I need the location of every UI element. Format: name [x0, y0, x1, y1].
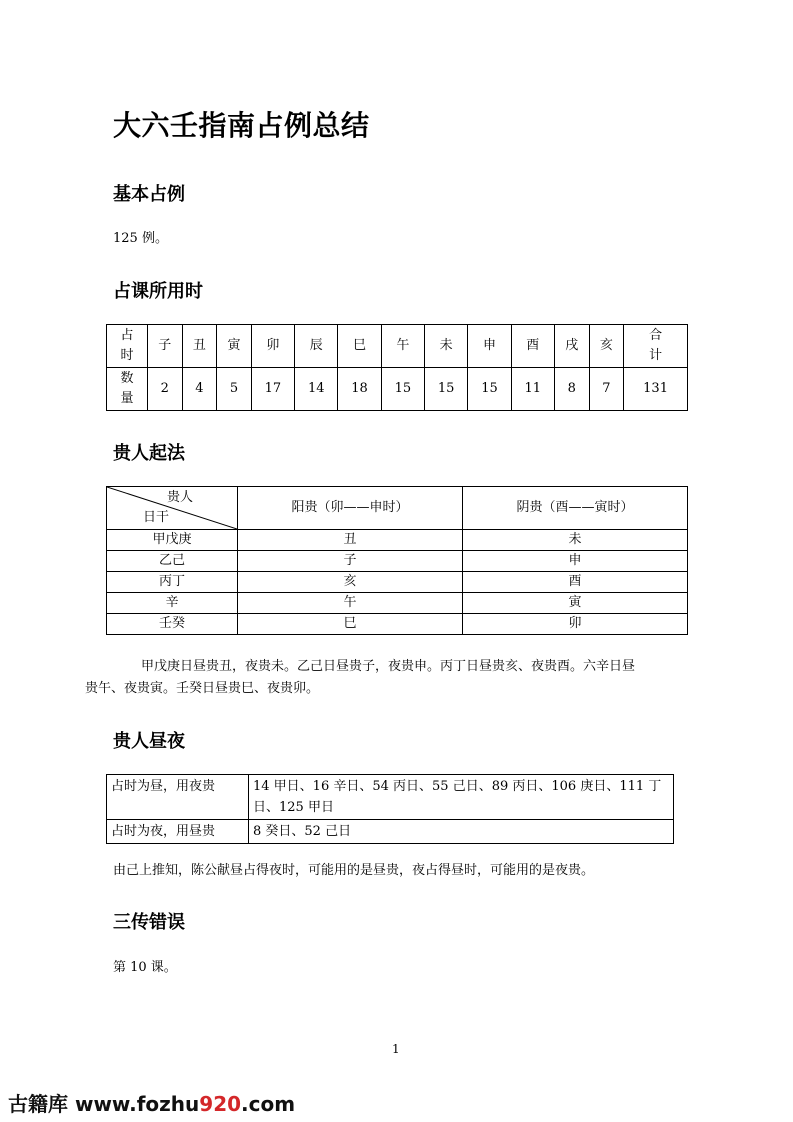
noble-yang-cell: 巳: [238, 614, 463, 635]
time-count-cell: 15: [425, 368, 468, 411]
column-header-yang: 阳贵（卯——申时）: [238, 487, 463, 530]
daynight-value-cell: 8 癸日、52 己日: [249, 820, 674, 844]
noble-paragraph-line2: 贵午、夜贵寅。壬癸日昼贵巳、夜贵卯。: [85, 681, 320, 696]
noble-yang-cell: 亥: [238, 572, 463, 593]
table-row: [107, 593, 688, 614]
time-header-cell: 巳: [338, 325, 381, 368]
daynight-label-cell: 占时为昼，用夜贵: [107, 775, 249, 820]
time-count-cell: 131: [624, 368, 688, 411]
heading-time: 占课所用时: [113, 281, 203, 302]
table-row: [107, 368, 688, 411]
noble-day-cell: 甲戊庚: [107, 530, 238, 551]
basic-count-text: 125 例。: [113, 231, 168, 246]
row-label-count: 数 量: [107, 368, 148, 411]
noble-yin-cell: 寅: [463, 593, 688, 614]
column-header-yin: 阴贵（酉——寅时）: [463, 487, 688, 530]
row-label-time: 占 时: [107, 325, 148, 368]
time-count-table: [106, 324, 688, 411]
daynight-table: [106, 774, 674, 844]
time-header-cell: 戌: [554, 325, 589, 368]
time-header-cell: 丑: [182, 325, 217, 368]
page-number: 1: [392, 1042, 400, 1056]
table-row: [107, 551, 688, 572]
noble-day-cell: 丙丁: [107, 572, 238, 593]
time-header-cell: 酉: [511, 325, 554, 368]
watermark-suffix: .com: [241, 1092, 296, 1116]
table-row: [107, 530, 688, 551]
time-count-cell: 18: [338, 368, 381, 411]
corner-label-day: 日干: [143, 510, 170, 525]
time-count-cell: 5: [217, 368, 252, 411]
time-header-cell: 辰: [295, 325, 338, 368]
daynight-value-cell: 14 甲日、16 辛日、54 丙日、55 己日、89 丙日、106 庚日、111 丁日、125 甲日: [249, 775, 674, 820]
noble-paragraph: [85, 656, 688, 700]
time-header-cell: 子: [148, 325, 183, 368]
diagonal-header-cell: [107, 487, 238, 530]
heading-daynight: 贵人昼夜: [113, 731, 185, 752]
time-header-cell: 未: [425, 325, 468, 368]
noble-yin-cell: 卯: [463, 614, 688, 635]
time-header-cell: 午: [381, 325, 424, 368]
noble-day-cell: 壬癸: [107, 614, 238, 635]
daynight-conclusion: 由己上推知，陈公献昼占得夜时，可能用的是昼贵，夜占得昼时，可能用的是夜贵。: [113, 863, 595, 878]
noble-yin-cell: 申: [463, 551, 688, 572]
time-header-cell: 申: [468, 325, 511, 368]
table-row: [107, 325, 688, 368]
watermark-logo: [8, 1088, 295, 1117]
heading-basic: 基本占例: [113, 184, 185, 205]
time-count-cell: 8: [554, 368, 589, 411]
page-title: 大六壬指南占例总结: [113, 109, 370, 142]
time-count-cell: 11: [511, 368, 554, 411]
table-row: [107, 572, 688, 593]
table-row: [107, 820, 674, 844]
watermark-prefix: 古籍库 www.fozhu: [8, 1092, 200, 1116]
table-row: [107, 775, 674, 820]
noble-paragraph-line1: 甲戊庚日昼贵丑，夜贵未。乙己日昼贵子，夜贵申。丙丁日昼贵亥、夜贵酉。六辛日昼: [141, 659, 636, 674]
time-count-cell: 4: [182, 368, 217, 411]
noble-yin-cell: 酉: [463, 572, 688, 593]
table-row: [107, 614, 688, 635]
table-row: [107, 487, 688, 530]
time-count-cell: 17: [251, 368, 294, 411]
noble-yang-cell: 子: [238, 551, 463, 572]
time-count-cell: 14: [295, 368, 338, 411]
time-count-cell: 7: [589, 368, 624, 411]
time-header-cell: 亥: [589, 325, 624, 368]
noble-day-cell: 辛: [107, 593, 238, 614]
noble-yang-cell: 午: [238, 593, 463, 614]
time-count-cell: 15: [381, 368, 424, 411]
heading-noble: 贵人起法: [113, 443, 185, 464]
errors-text: 第 10 课。: [113, 960, 177, 975]
time-header-cell: 寅: [217, 325, 252, 368]
watermark-number: 920: [199, 1092, 242, 1116]
corner-label-noble: 贵人: [166, 490, 193, 505]
time-count-cell: 2: [148, 368, 183, 411]
daynight-label-cell: 占时为夜，用昼贵: [107, 820, 249, 844]
noble-table: [106, 486, 688, 635]
noble-yin-cell: 未: [463, 530, 688, 551]
noble-yang-cell: 丑: [238, 530, 463, 551]
time-count-cell: 15: [468, 368, 511, 411]
heading-errors: 三传错误: [113, 912, 185, 933]
time-header-cell: 合 计: [624, 325, 688, 368]
noble-day-cell: 乙己: [107, 551, 238, 572]
time-header-cell: 卯: [251, 325, 294, 368]
